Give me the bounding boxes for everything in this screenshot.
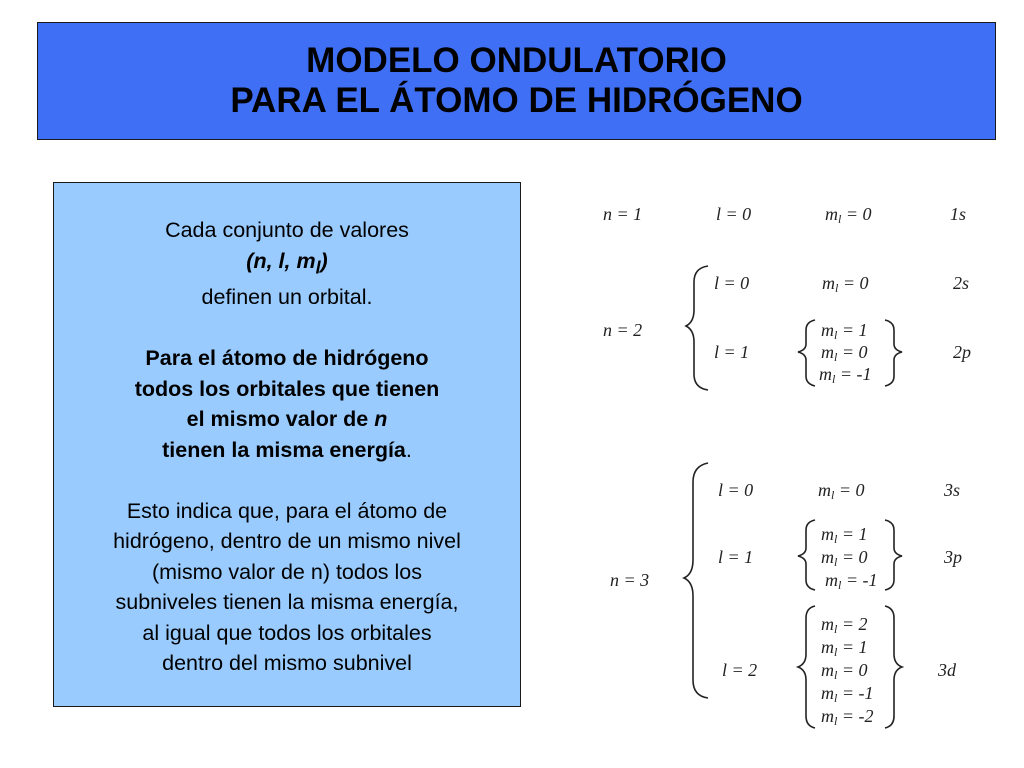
quantum-number-tuple: (n, l, $m_l$) — [246, 248, 328, 277]
n2-l0-label: l = 0 — [714, 273, 750, 293]
title-banner — [37, 22, 996, 140]
text-line: hidrógeno, dentro de un mismo nivel — [113, 529, 461, 554]
brace-n2-l1-right — [885, 320, 902, 386]
brace-n3-l2-left — [798, 606, 815, 728]
n3-l2-ml-value-3: $m_l = 0$ — [821, 660, 868, 682]
n3-l0-ml-value: $m_l = 0$ — [818, 480, 865, 502]
brace-n2 — [686, 266, 708, 390]
n3-orbital-3s: 3s — [944, 480, 961, 500]
n2-l0-ml-value: $m_l = 0$ — [822, 273, 869, 295]
text-line: dentro del mismo subnivel — [162, 651, 412, 676]
n3-l1-label: l = 1 — [718, 547, 754, 567]
brace-n3-l1-left — [798, 520, 815, 590]
n2-l1-ml-value-1: $m_l = 1$ — [821, 320, 868, 342]
n3-l1-ml-value-3: $m_l = -1$ — [825, 570, 878, 592]
explanation-box — [53, 182, 521, 707]
brace-n3-l1-right — [885, 520, 902, 590]
n3-l2-ml-value-2: $m_l = 1$ — [821, 637, 868, 659]
brace-n3 — [684, 463, 708, 698]
n3-l2-ml-value-4: $m_l = -1$ — [821, 683, 874, 705]
brace-n2-l1-left — [798, 320, 815, 386]
n1-orbital-1s: 1s — [950, 204, 967, 224]
n2-l1-label: l = 1 — [714, 342, 750, 362]
n2-orbital-2p: 2p — [953, 342, 971, 362]
n3-orbital-3p: 3p — [944, 547, 962, 567]
n2-l1-ml-value-3: $m_l = -1$ — [819, 364, 872, 386]
n3-label: n = 3 — [610, 570, 650, 590]
n1-ml-value: $m_l = 0$ — [825, 204, 872, 226]
n3-l1-ml-value-1: $m_l = 1$ — [821, 524, 868, 546]
text-line: al igual que todos los orbitales — [142, 620, 432, 645]
text-line: todos los orbitales que tienen — [134, 376, 440, 401]
n3-l2-ml-value-1: $m_l = 2$ — [821, 614, 868, 636]
text-line: el mismo valor de n — [186, 407, 388, 432]
text-line: definen un orbital. — [201, 285, 373, 310]
text-line: Esto indica que, para el átomo de — [126, 498, 448, 523]
text-line: subniveles tienen la misma energía, — [115, 590, 459, 615]
n3-orbital-3d: 3d — [938, 660, 956, 680]
title-line-1: MODELO ONDULATORIO — [306, 41, 727, 80]
n2-label: n = 2 — [603, 320, 643, 340]
n2-l1-ml-value-2: $m_l = 0$ — [821, 342, 868, 364]
n2-orbital-2s: 2s — [953, 273, 970, 293]
n1-l-label: l = 0 — [716, 204, 752, 224]
n3-l2-label: l = 2 — [722, 660, 758, 680]
text-line: Para el átomo de hidrógeno — [145, 346, 429, 371]
text-line: tienen la misma energía. — [162, 437, 412, 462]
n3-l1-ml-value-2: $m_l = 0$ — [821, 547, 868, 569]
n3-l2-ml-value-5: $m_l = -2$ — [821, 706, 874, 728]
text-line: (mismo valor de n) todos los — [151, 559, 423, 584]
title-line-2: PARA EL ÁTOMO DE HIDRÓGENO — [230, 81, 803, 120]
text-line: Cada conjunto de valores — [165, 218, 409, 242]
n3-l0-label: l = 0 — [718, 480, 754, 500]
brace-n3-l2-right — [885, 606, 902, 728]
n1-label: n = 1 — [603, 204, 643, 224]
